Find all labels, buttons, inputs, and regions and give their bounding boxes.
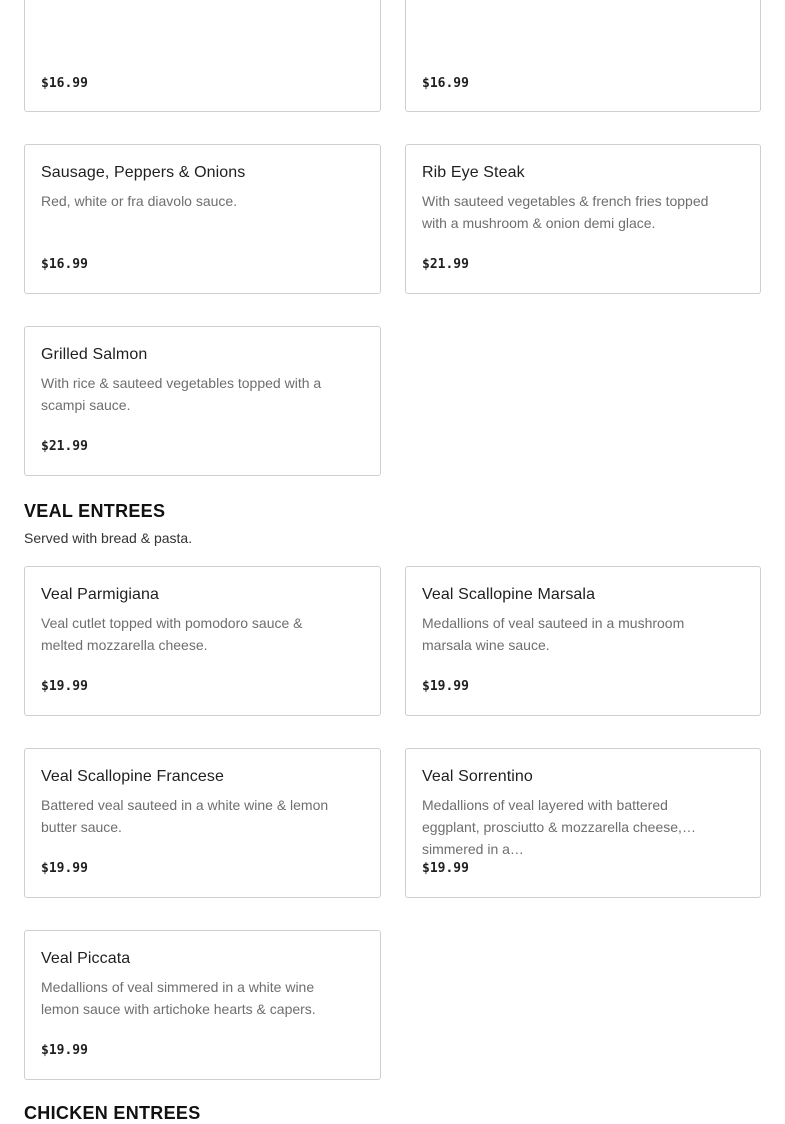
menu-item-price: $21.99 — [422, 257, 469, 272]
menu-item-card[interactable] — [405, 0, 761, 112]
menu-item-card[interactable] — [405, 566, 761, 716]
menu-item-price: $19.99 — [41, 861, 88, 876]
menu-item-name: Veal Piccata — [41, 950, 131, 967]
menu-item-price: $16.99 — [422, 76, 469, 91]
menu-item-card[interactable] — [24, 748, 381, 898]
menu-item-description: Medallions of veal sauteed in a mushroom marsala wine sauce. — [422, 615, 685, 653]
menu-item-description: Battered veal sauteed in a white wine & lemon butter sauce. — [41, 797, 329, 835]
menu-item-price: $21.99 — [41, 439, 88, 454]
menu-item-card[interactable] — [24, 144, 381, 294]
menu-item-price: $19.99 — [41, 679, 88, 694]
menu-item-card[interactable] — [24, 930, 381, 1080]
menu-item-description: Medallions of veal simmered in a white wine lemon sauce with artichoke hearts & capers. — [41, 979, 316, 1017]
section-title: CHICKEN ENTREES — [24, 1103, 201, 1123]
section-subtitle: Served with bread & pasta. — [24, 530, 193, 546]
menu-item-name: Veal Scallopine Marsala — [422, 586, 596, 603]
menu-item-price: $19.99 — [41, 1043, 88, 1058]
menu-item-card[interactable] — [24, 566, 381, 716]
menu-item-price: $16.99 — [41, 76, 88, 91]
menu-item-card[interactable] — [405, 748, 761, 898]
menu-item-name: Veal Scallopine Francese — [41, 768, 224, 785]
menu-item-card[interactable] — [405, 144, 761, 294]
menu-item-name: Rib Eye Steak — [422, 164, 525, 181]
menu-item-price: $19.99 — [422, 679, 469, 694]
menu-item-name: Veal Sorrentino — [422, 768, 533, 785]
menu-item-name: Veal Parmigiana — [41, 586, 160, 603]
section-title: VEAL ENTREES — [24, 501, 166, 521]
menu-item-description: With rice & sauteed vegetables topped with a scampi sauce. — [41, 375, 322, 413]
menu-item-card[interactable] — [24, 0, 381, 112]
menu-item-description: With sauteed vegetables & french fries topped with a mushroom & onion demi glace. — [422, 193, 709, 231]
menu-item-price: $19.99 — [422, 861, 469, 876]
menu-item-name: Sausage, Peppers & Onions — [41, 164, 246, 181]
menu-item-description: Red, white or fra diavolo sauce. — [41, 193, 238, 209]
menu-item-description: Veal cutlet topped with pomodoro sauce & melted mozzarella cheese. — [41, 615, 303, 653]
menu-item-price: $16.99 — [41, 257, 88, 272]
menu-item-card[interactable] — [24, 326, 381, 476]
menu-item-name: Grilled Salmon — [41, 346, 148, 363]
menu-item-description: Medallions of veal layered with battered eggplant, prosciutto & mozzarella cheese, simmered in a… — [422, 797, 682, 857]
